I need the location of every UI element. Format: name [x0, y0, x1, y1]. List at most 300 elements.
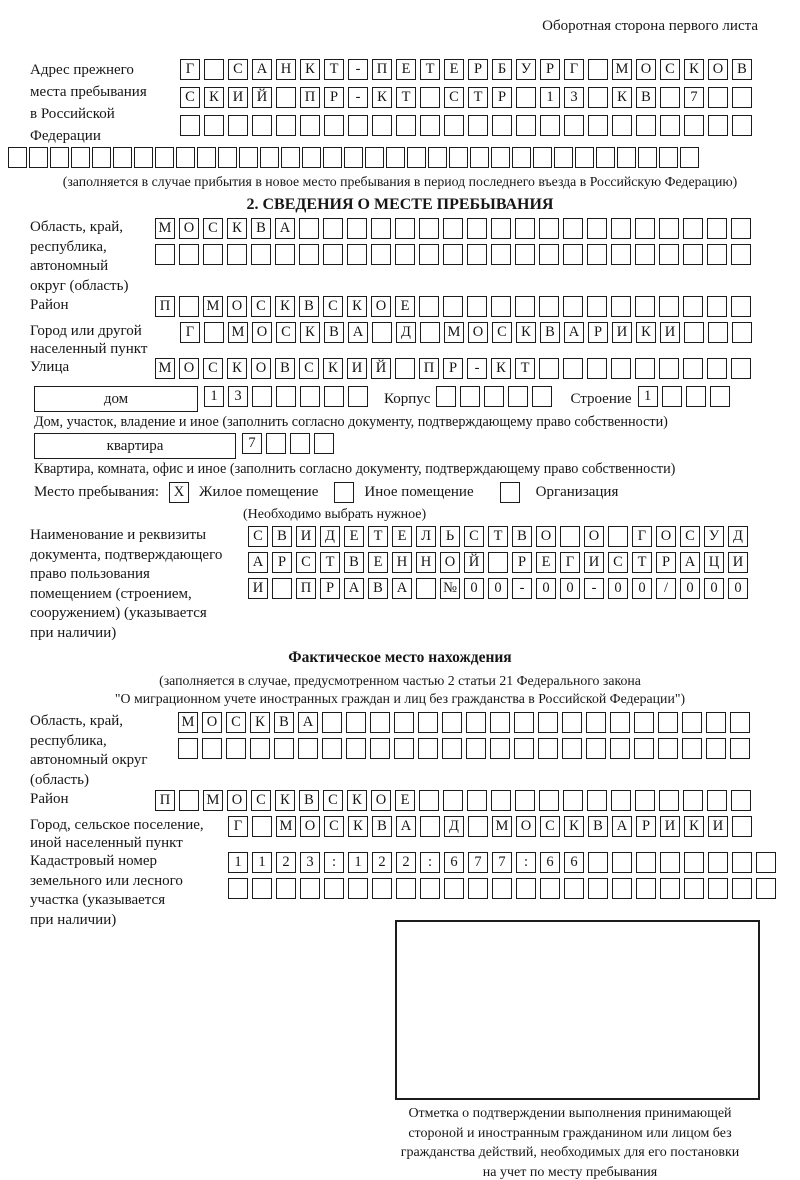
char-cell	[708, 87, 728, 108]
char-cell	[560, 526, 580, 547]
char-cell	[516, 115, 536, 136]
char-cell: О	[536, 526, 556, 547]
char-cell: -	[584, 578, 604, 599]
char-cell	[323, 244, 343, 265]
char-cell	[324, 386, 344, 407]
char-cell	[684, 878, 704, 899]
char-cell	[684, 852, 704, 873]
char-cell: Т	[488, 526, 508, 547]
char-cell	[634, 712, 654, 733]
char-cell	[323, 218, 343, 239]
char-cell: Е	[444, 59, 464, 80]
char-cell	[252, 115, 272, 136]
char-cell: М	[228, 322, 248, 343]
char-cell	[227, 244, 247, 265]
char-cell	[418, 712, 438, 733]
char-cell: 6	[444, 852, 464, 873]
char-cell	[179, 790, 199, 811]
char-cell	[659, 244, 679, 265]
page-side-note: Оборотная сторона первого листа	[542, 18, 758, 34]
char-cell	[300, 115, 320, 136]
char-cell: Т	[320, 552, 340, 573]
char-cell	[588, 115, 608, 136]
char-cell	[416, 578, 436, 599]
char-cell	[176, 147, 195, 168]
char-cell: И	[728, 552, 748, 573]
char-cell: Й	[371, 358, 391, 379]
char-cell	[707, 244, 727, 265]
char-cell	[662, 386, 682, 407]
char-cell: :	[516, 852, 536, 873]
char-cell	[484, 386, 504, 407]
char-cell: К	[300, 59, 320, 80]
char-cell	[564, 878, 584, 899]
char-cell: Е	[395, 296, 415, 317]
char-cell: С	[296, 552, 316, 573]
char-cell: А	[252, 59, 272, 80]
document-grid	[248, 526, 800, 604]
char-cell: В	[512, 526, 532, 547]
char-cell	[251, 244, 271, 265]
char-cell	[347, 244, 367, 265]
char-cell: В	[299, 790, 319, 811]
char-row	[180, 87, 800, 108]
char-cell: К	[684, 59, 704, 80]
char-cell: С	[180, 87, 200, 108]
char-cell	[204, 322, 224, 343]
char-cell: С	[680, 526, 700, 547]
char-cell: Д	[444, 816, 464, 837]
char-cell: С	[251, 296, 271, 317]
char-cell: Р	[320, 578, 340, 599]
char-cell: Й	[252, 87, 272, 108]
char-cell	[348, 115, 368, 136]
char-cell: Т	[420, 59, 440, 80]
char-cell	[419, 218, 439, 239]
district-field	[30, 296, 800, 322]
cadastral-label: Кадастровый номер земельного или лесного участка (указывается при наличии)	[30, 853, 183, 928]
char-cell	[420, 87, 440, 108]
city-label: Город или другой населенный пункт	[30, 323, 148, 357]
char-cell: 7	[242, 433, 262, 454]
char-cell	[658, 712, 678, 733]
char-cell: -	[348, 87, 368, 108]
char-cell: О	[300, 816, 320, 837]
char-cell	[202, 738, 222, 759]
char-cell: П	[300, 87, 320, 108]
char-cell: 1	[228, 852, 248, 873]
char-cell: Т	[396, 87, 416, 108]
char-cell: С	[323, 296, 343, 317]
char-cell	[587, 358, 607, 379]
prev-address-field	[30, 59, 800, 147]
apartment-number-grid	[242, 433, 338, 454]
char-cell: 2	[276, 852, 296, 873]
char-cell	[370, 712, 390, 733]
char-cell: №	[440, 578, 460, 599]
prev-address-grid-extra	[8, 147, 800, 168]
char-cell: Р	[272, 552, 292, 573]
char-cell	[324, 878, 344, 899]
char-cell	[540, 115, 560, 136]
char-cell	[539, 790, 559, 811]
apartment-row	[34, 433, 800, 459]
char-cell	[756, 852, 776, 873]
char-cell	[562, 738, 582, 759]
char-cell	[371, 218, 391, 239]
char-cell	[314, 433, 334, 454]
char-cell: Р	[492, 87, 512, 108]
char-cell	[491, 218, 511, 239]
char-cell	[636, 878, 656, 899]
char-cell	[468, 878, 488, 899]
char-cell: 0	[488, 578, 508, 599]
char-cell: :	[420, 852, 440, 873]
char-cell: М	[155, 358, 175, 379]
char-cell	[347, 218, 367, 239]
actual-region-grid	[178, 712, 800, 764]
char-cell	[588, 59, 608, 80]
char-cell	[659, 790, 679, 811]
char-cell: 0	[704, 578, 724, 599]
char-cell: 6	[564, 852, 584, 873]
char-cell	[407, 147, 426, 168]
char-row	[178, 712, 800, 733]
char-cell	[395, 218, 415, 239]
char-cell	[686, 386, 706, 407]
char-cell: Р	[512, 552, 532, 573]
char-cell	[635, 244, 655, 265]
char-cell: О	[516, 816, 536, 837]
char-cell	[394, 738, 414, 759]
char-cell: В	[272, 526, 292, 547]
char-cell	[707, 790, 727, 811]
char-cell	[732, 115, 752, 136]
char-cell	[346, 712, 366, 733]
char-cell: П	[296, 578, 316, 599]
char-cell: 2	[372, 852, 392, 873]
char-cell	[635, 358, 655, 379]
char-cell: Т	[324, 59, 344, 80]
char-cell	[467, 790, 487, 811]
char-cell	[563, 358, 583, 379]
char-cell	[707, 358, 727, 379]
char-cell: 0	[680, 578, 700, 599]
char-cell	[635, 218, 655, 239]
char-cell: Д	[728, 526, 748, 547]
char-cell	[372, 878, 392, 899]
char-row	[228, 852, 800, 873]
char-cell	[420, 816, 440, 837]
char-row	[248, 578, 800, 599]
char-cell: С	[444, 87, 464, 108]
char-cell: 0	[464, 578, 484, 599]
char-cell: О	[227, 296, 247, 317]
char-cell: Н	[416, 552, 436, 573]
char-cell	[372, 115, 392, 136]
street-field	[30, 358, 800, 384]
char-cell: К	[275, 790, 295, 811]
cadastral-grid	[228, 852, 800, 904]
char-cell: М	[276, 816, 296, 837]
korpus-label: Корпус	[384, 391, 431, 407]
house-number-grid	[204, 386, 372, 407]
char-cell	[586, 712, 606, 733]
stay-type-checkbox-other	[334, 482, 354, 503]
prev-address-label: Адрес прежнего места пребывания в Российской Федерации	[30, 62, 147, 144]
char-cell	[491, 790, 511, 811]
char-cell	[706, 738, 726, 759]
char-cell: Р	[443, 358, 463, 379]
char-cell: 2	[396, 852, 416, 873]
city-grid	[180, 322, 800, 343]
char-cell	[539, 296, 559, 317]
char-cell	[683, 358, 703, 379]
char-cell	[491, 147, 510, 168]
char-cell: В	[588, 816, 608, 837]
char-cell	[239, 147, 258, 168]
stamp-caption: Отметка о подтверждении выполнения принимающей стороной и иностранным гражданином или лицом без гражданства действий, необходимых для его постановки на учет по месту пребывания	[400, 1106, 740, 1180]
char-cell	[275, 244, 295, 265]
char-cell	[636, 852, 656, 873]
char-cell: -	[467, 358, 487, 379]
char-cell	[539, 218, 559, 239]
char-cell	[612, 852, 632, 873]
char-cell	[539, 244, 559, 265]
char-cell: В	[732, 59, 752, 80]
char-cell	[563, 296, 583, 317]
char-cell: 1	[204, 386, 224, 407]
char-cell: И	[584, 552, 604, 573]
char-cell	[636, 115, 656, 136]
char-cell	[466, 738, 486, 759]
char-cell: 0	[632, 578, 652, 599]
char-cell	[596, 147, 615, 168]
char-cell	[467, 244, 487, 265]
char-cell: Н	[276, 59, 296, 80]
char-cell	[8, 147, 27, 168]
char-cell: Ц	[704, 552, 724, 573]
char-cell: А	[392, 578, 412, 599]
document-label: Наименование и реквизиты документа, подтверждающего право пользования помещением (строением, сооружением) (указывается при наличии)	[30, 527, 223, 641]
char-cell: Г	[228, 816, 248, 837]
char-cell	[732, 87, 752, 108]
char-cell: К	[323, 358, 343, 379]
region-field	[30, 218, 800, 296]
stay-type-option-other: Иное помещение	[364, 484, 474, 500]
char-cell: В	[372, 816, 392, 837]
char-row	[178, 738, 800, 759]
char-cell: М	[492, 816, 512, 837]
char-row	[155, 218, 800, 239]
char-cell: С	[492, 322, 512, 343]
char-cell: Г	[632, 526, 652, 547]
char-row	[228, 878, 800, 899]
char-cell: С	[248, 526, 268, 547]
char-cell: И	[347, 358, 367, 379]
char-cell: Д	[320, 526, 340, 547]
char-cell	[515, 218, 535, 239]
char-cell	[488, 552, 508, 573]
char-cell	[396, 115, 416, 136]
char-cell: 7	[684, 87, 704, 108]
actual-city-field	[30, 816, 800, 852]
char-cell	[299, 244, 319, 265]
char-cell	[250, 738, 270, 759]
char-cell	[706, 712, 726, 733]
char-cell: Т	[632, 552, 652, 573]
char-cell: О	[371, 296, 391, 317]
stay-type-label: Место пребывания:	[34, 484, 159, 500]
char-cell	[683, 244, 703, 265]
char-cell	[418, 738, 438, 759]
char-cell: К	[227, 218, 247, 239]
stay-type-checkbox-organization	[500, 482, 520, 503]
region-label: Область, край, республика, автономный округ (область)	[30, 219, 129, 294]
prev-address-note: (заполняется в случае прибытия в новое место пребывания в период последнего въезда в Российскую Федерацию)	[62, 174, 738, 189]
stroenie-label: Строение	[570, 391, 632, 407]
char-cell	[203, 244, 223, 265]
char-cell: А	[396, 816, 416, 837]
stroenie-grid	[638, 386, 734, 407]
char-cell: М	[203, 790, 223, 811]
char-cell	[346, 738, 366, 759]
char-cell	[634, 738, 654, 759]
char-cell	[635, 296, 655, 317]
char-cell	[300, 386, 320, 407]
char-cell	[260, 147, 279, 168]
char-cell: Р	[324, 87, 344, 108]
char-cell	[707, 218, 727, 239]
char-cell	[443, 244, 463, 265]
char-cell	[731, 218, 751, 239]
char-cell: Р	[468, 59, 488, 80]
char-cell	[197, 147, 216, 168]
char-cell	[731, 790, 751, 811]
char-cell: Е	[395, 790, 415, 811]
char-cell	[587, 218, 607, 239]
char-cell: -	[348, 59, 368, 80]
char-cell: 3	[564, 87, 584, 108]
char-cell	[532, 386, 552, 407]
char-cell: 3	[300, 852, 320, 873]
char-cell	[155, 244, 175, 265]
char-cell	[204, 59, 224, 80]
char-cell: 1	[348, 852, 368, 873]
char-cell: О	[251, 358, 271, 379]
char-cell	[708, 322, 728, 343]
actual-location-note: (заполняется в случае, предусмотренном частью 2 статьи 21 Федерального закона "О миграционном учете иностранных граждан и лиц без гражданства в Российской Федерации")	[114, 673, 686, 706]
char-cell: П	[155, 790, 175, 811]
prev-address-grid	[180, 59, 800, 143]
char-cell	[274, 738, 294, 759]
char-cell: К	[275, 296, 295, 317]
char-cell	[540, 878, 560, 899]
char-cell	[638, 147, 657, 168]
char-cell	[587, 244, 607, 265]
char-cell: К	[227, 358, 247, 379]
stay-type-note: (Необходимо выбрать нужное)	[243, 507, 427, 522]
korpus-grid	[436, 386, 556, 407]
char-cell: Г	[564, 59, 584, 80]
char-cell	[492, 115, 512, 136]
char-cell	[299, 218, 319, 239]
char-cell	[300, 878, 320, 899]
char-cell: Ь	[440, 526, 460, 547]
char-cell: И	[708, 816, 728, 837]
house-type-box: дом	[34, 386, 198, 412]
char-cell: С	[276, 322, 296, 343]
char-cell	[428, 147, 447, 168]
char-cell: Е	[396, 59, 416, 80]
char-cell	[732, 878, 752, 899]
char-cell: 1	[540, 87, 560, 108]
char-cell	[610, 712, 630, 733]
char-cell	[322, 712, 342, 733]
char-cell	[180, 115, 200, 136]
char-cell: А	[275, 218, 295, 239]
char-cell	[563, 244, 583, 265]
actual-city-grid	[228, 816, 800, 837]
char-cell	[731, 296, 751, 317]
char-cell: И	[612, 322, 632, 343]
char-cell	[635, 790, 655, 811]
char-cell: И	[248, 578, 268, 599]
char-cell: И	[660, 816, 680, 837]
char-cell	[372, 322, 392, 343]
char-cell: 0	[536, 578, 556, 599]
section2-title: 2. СВЕДЕНИЯ О МЕСТЕ ПРЕБЫВАНИЯ	[246, 196, 554, 213]
char-cell	[365, 147, 384, 168]
char-cell	[252, 878, 272, 899]
char-cell	[302, 147, 321, 168]
char-cell: У	[516, 59, 536, 80]
char-cell	[539, 358, 559, 379]
char-cell	[731, 244, 751, 265]
char-cell	[684, 322, 704, 343]
char-cell	[515, 296, 535, 317]
char-cell	[252, 816, 272, 837]
char-cell	[515, 790, 535, 811]
char-cell	[660, 878, 680, 899]
street-grid	[155, 358, 800, 379]
char-cell	[586, 738, 606, 759]
stay-type-option-residential: Жилое помещение	[199, 484, 319, 500]
house-caption: Дом, участок, владение и иное (заполнить согласно документу, подтверждающему право собственности)	[34, 414, 668, 430]
char-cell	[730, 712, 750, 733]
char-cell: К	[348, 816, 368, 837]
char-row	[180, 115, 800, 136]
char-cell	[514, 738, 534, 759]
char-cell	[276, 878, 296, 899]
char-cell: А	[248, 552, 268, 573]
char-cell	[490, 738, 510, 759]
char-cell	[587, 296, 607, 317]
char-cell	[732, 322, 752, 343]
char-cell: С	[540, 816, 560, 837]
char-cell	[134, 147, 153, 168]
char-cell: В	[274, 712, 294, 733]
char-cell	[660, 87, 680, 108]
char-cell	[491, 244, 511, 265]
char-cell	[659, 296, 679, 317]
char-cell: К	[564, 816, 584, 837]
char-cell: Л	[416, 526, 436, 547]
actual-city-label: Город, сельское поселение, иной населенный пункт	[30, 817, 204, 851]
char-cell	[179, 244, 199, 265]
char-cell	[276, 386, 296, 407]
char-cell: О	[227, 790, 247, 811]
